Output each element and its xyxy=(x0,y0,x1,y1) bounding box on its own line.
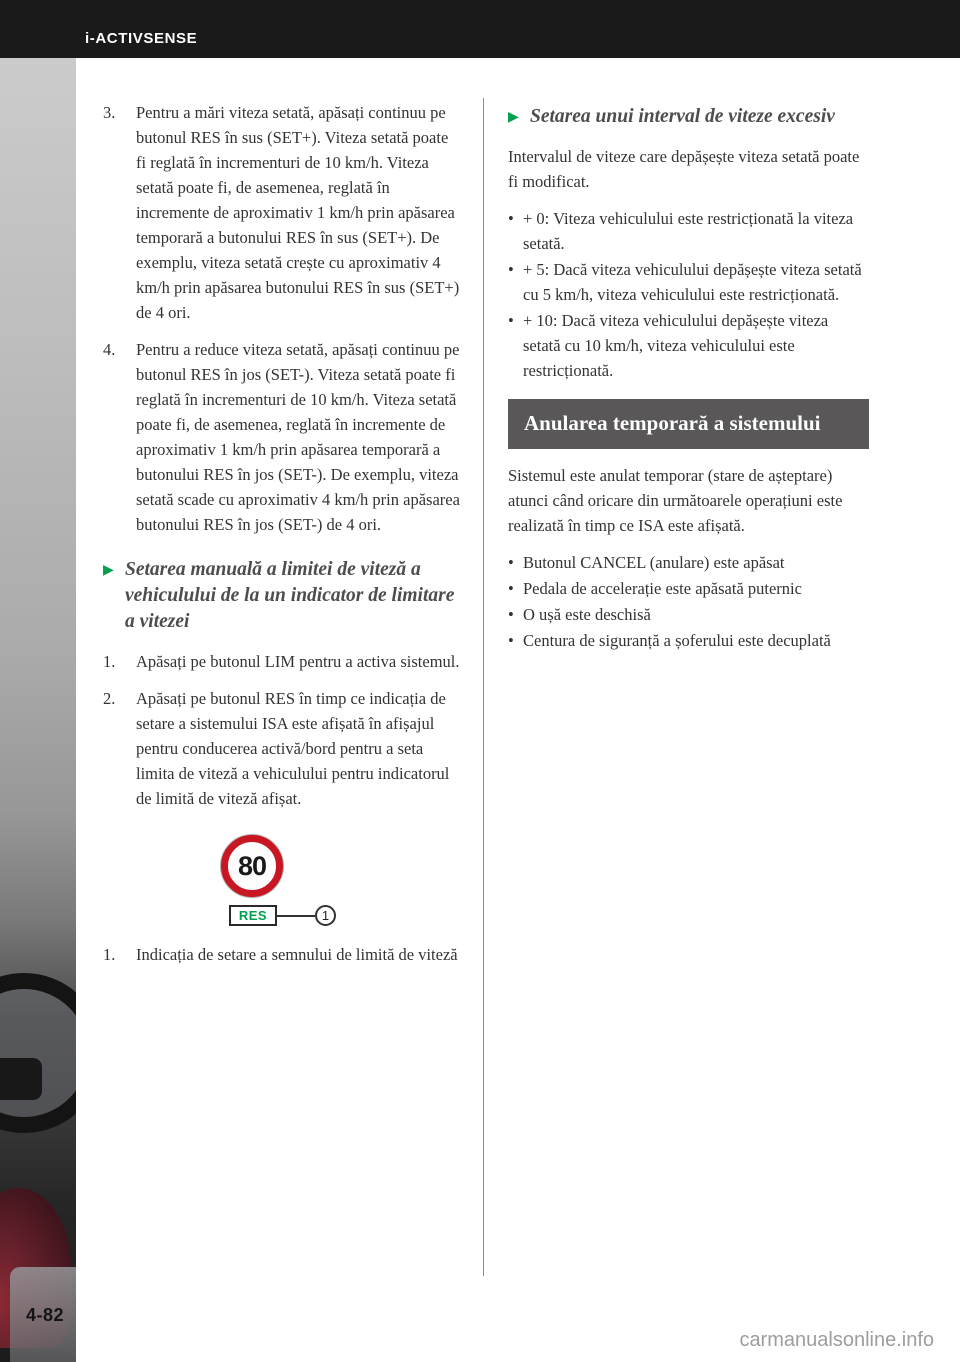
section-heading-manual-speed-limit xyxy=(103,557,461,635)
bullet-icon: • xyxy=(508,579,514,598)
bullet-item xyxy=(508,628,869,653)
box-intro-paragraph: Sistemul este anulat temporar (stare de așteptare) atunci când oricare din următoarele operațiuni este realizată în timp ce ISA este afișată. xyxy=(508,466,843,535)
bullet-text: Pedala de accelerație este apăsată puternic xyxy=(523,579,802,598)
bullet-text: + 5: Dacă viteza vehiculului depășește viteza setată cu 5 km/h, viteza vehiculului este restricționată. xyxy=(523,260,862,304)
figure-caption-number: 1. xyxy=(103,945,116,964)
res-indicator-label: RES xyxy=(238,908,268,923)
step-item-1-number: 1. xyxy=(103,652,116,671)
bullet-icon: • xyxy=(508,605,514,624)
figure-caption-text: Indicația de setare a semnului de limită de viteză xyxy=(136,945,458,964)
bullet-item xyxy=(508,602,869,627)
speed-interval-bullets xyxy=(508,206,869,383)
left-column xyxy=(103,100,461,979)
res-indicator-row xyxy=(229,905,461,926)
bullet-item xyxy=(508,550,869,575)
page-title: i-ACTIVSENSE xyxy=(85,30,198,47)
bullet-item xyxy=(508,308,869,383)
bullet-item xyxy=(508,206,869,256)
bullet-icon: • xyxy=(508,553,514,572)
bullet-text: Centura de siguranță a șoferului este decuplată xyxy=(523,631,831,650)
section-arrow-icon: ▶ xyxy=(103,562,114,578)
bullet-text: Butonul CANCEL (anulare) este apăsat xyxy=(523,553,785,572)
cancel-condition-bullets xyxy=(508,550,869,653)
bullet-icon: • xyxy=(508,260,514,279)
list-item-4 xyxy=(103,337,461,537)
list-item-3-text: Pentru a mări viteza setată, apăsați continuu pe butonul RES în sus (SET+). Viteza setată poate fi reglată în incrementuri de 10 km/h. Viteza setată poate fi, de asemenea, reglată în incremente de aproximativ 1 km/h prin apăsarea temporară a butonului RES în sus (SET+). De exemplu, viteza setată crește cu aproximativ 4 km/h prin apăsarea butonului RES în sus (SET+) de 4 ori. xyxy=(136,103,460,322)
section-box-heading: Anularea temporară a sistemului xyxy=(508,399,869,449)
step-item-2 xyxy=(103,686,461,811)
step-item-1 xyxy=(103,649,461,674)
section-heading-excess-speed-interval xyxy=(508,104,869,130)
speed-limit-sign-value: 80 xyxy=(237,850,267,881)
right-column xyxy=(508,100,869,659)
list-item-4-text: Pentru a reduce viteza setată, apăsați continuu pe butonul RES în jos (SET-). Viteza setată poate fi reglată în incrementuri de 10 km/h. Viteza setată poate fi, de asemenea, reglată în incremente de aproximativ 1 km/h prin apăsarea temporară a butonului RES în jos (SET-). De exemplu, viteza setată scade cu aproximativ 4 km/h prin apăsarea butonului RES în jos (SET-) de 4 ori. xyxy=(136,340,460,534)
intro-paragraph: Intervalul de viteze care depășește viteza setată poate fi modificat. xyxy=(508,147,860,191)
list-item-3 xyxy=(103,100,461,325)
section-arrow-icon: ▶ xyxy=(508,109,519,125)
bullet-item xyxy=(508,257,869,307)
bullet-icon: • xyxy=(508,209,514,228)
callout-line xyxy=(277,915,315,917)
step-item-1-text: Apăsați pe butonul LIM pentru a activa sistemul. xyxy=(136,652,460,671)
page-number: 4-82 xyxy=(26,1305,65,1325)
list-item-4-number: 4. xyxy=(103,340,116,359)
bullet-icon: • xyxy=(508,631,514,650)
step-item-2-number: 2. xyxy=(103,689,116,708)
list-item-3-number: 3. xyxy=(103,103,116,122)
res-indicator xyxy=(229,905,277,926)
column-divider xyxy=(483,98,484,1276)
bullet-text: O ușă este deschisă xyxy=(523,605,651,624)
steering-wheel-image xyxy=(0,973,76,1133)
watermark-text: carmanualsonline.info xyxy=(739,1329,934,1351)
speed-limit-figure xyxy=(221,835,461,926)
figure-caption xyxy=(103,942,461,967)
bullet-text: + 0: Viteza vehiculului este restricționată la viteza setată. xyxy=(523,209,854,253)
steering-wheel-hub-image xyxy=(0,1058,42,1100)
speed-limit-sign-icon xyxy=(221,835,283,897)
step-item-2-text: Apăsați pe butonul RES în timp ce indicația de setare a sistemului ISA este afișată în afișajul pentru conducerea activă/bord pentru a seta limita de viteză a vehiculului pentru indicatorul de limită de viteză afișat. xyxy=(136,689,450,808)
callout-marker-1 xyxy=(315,905,336,926)
bullet-icon: • xyxy=(508,311,514,330)
bullet-text: + 10: Dacă viteza vehiculului depășește viteza setată cu 10 km/h, viteza vehiculului este restricționată. xyxy=(523,311,829,380)
bullet-item xyxy=(508,576,869,601)
header-bar xyxy=(0,0,960,58)
sidebar-photo xyxy=(0,58,76,1362)
callout-marker-1-number: 1 xyxy=(321,908,330,923)
section-heading-text: Setarea unui interval de viteze excesiv xyxy=(530,106,835,127)
section-heading-text: Setarea manuală a limitei de viteză a vehiculului de la un indicator de limitare a vitezei xyxy=(125,559,455,632)
